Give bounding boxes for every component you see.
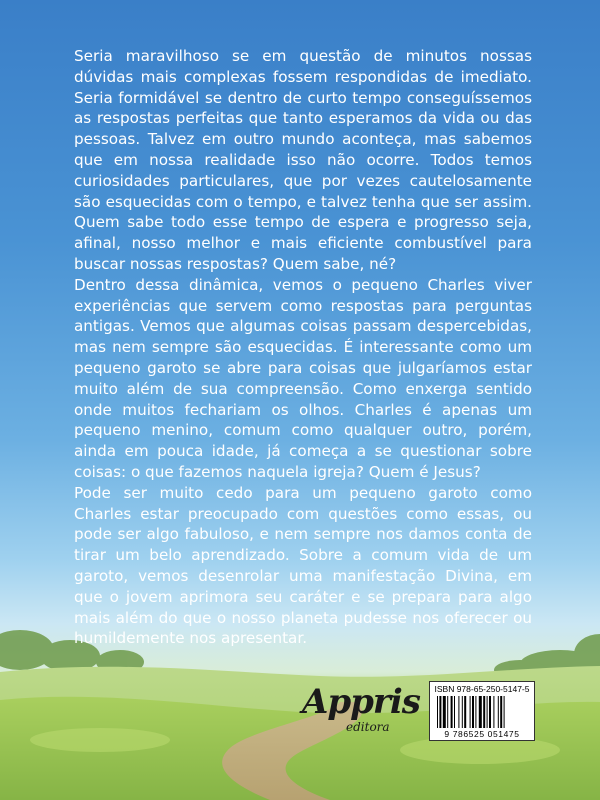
publisher-logo	[302, 682, 420, 740]
barcode-bar	[454, 696, 455, 728]
barcode-bar	[483, 696, 485, 728]
barcode-bar	[493, 696, 494, 728]
barcode-bar	[475, 696, 476, 728]
synopsis-paragraph: Seria maravilhoso se em questão de minutos nossas dúvidas mais complexas fossem respondidas de imediato. Seria formidável se dentro de curto tempo conseguíssemos as respostas perfeitas que tanto esperamos da vida ou das pessoas. Talvez em outro mundo aconteça, mas sabemos que em nossa realidade isso não ocorre. Todos temos curiosidades particulares, que por vezes cautelosamente são esquecidas com o tempo, e talvez tenha que ser assim. Quem sabe todo esse tempo de espera e progresso seja, afinal, nosso melhor e mais eficiente combustível para buscar nossas respostas? Quem sabe, né?	[74, 47, 532, 273]
barcode-bar	[464, 696, 466, 728]
barcode-bar	[500, 696, 502, 728]
isbn-label: ISBN 978-65-250-5147-5	[434, 684, 530, 694]
barcode-bar	[437, 696, 438, 728]
barcode-bar	[443, 696, 446, 728]
publisher-tagline: editora	[346, 720, 390, 734]
barcode-digits: 9 786525 051475	[444, 729, 520, 739]
isbn-barcode-box	[429, 681, 535, 741]
publisher-name: Appris	[302, 682, 420, 722]
barcode-bar	[479, 696, 482, 728]
barcode-bar	[489, 696, 491, 728]
barcode-icon	[436, 696, 528, 728]
barcode-bar	[487, 696, 488, 728]
barcode-bar	[458, 696, 459, 728]
synopsis-paragraph: Pode ser muito cedo para um pequeno garoto como Charles estar preocupado com questões como essas, ou pode ser algo fabuloso, e nem sempre nos damos conta de tirar um belo aprendizado. Sobre a comum vida de um garoto, vemos desenrolar uma manifestação Divina, em que o jovem aprimora seu caráter e se prepara para algo mais além do que o nosso planeta pudesse nos oferecer ou humildemente nos apresentar.	[74, 483, 532, 648]
barcode-bar	[504, 696, 505, 728]
barcode-bar	[472, 696, 474, 728]
barcode-bar	[498, 696, 499, 728]
synopsis-text	[74, 46, 532, 649]
barcode-bar	[462, 696, 463, 728]
barcode-bar	[447, 696, 448, 728]
barcode-bar	[470, 696, 471, 728]
barcode-bar	[439, 696, 441, 728]
barcode-bar	[451, 696, 453, 728]
synopsis-paragraph: Dentro dessa dinâmica, vemos o pequeno Charles viver experiências que servem como respostas para perguntas antigas. Vemos que algumas coisas passam despercebidas, mas nem sempre são esquecidas. É interessante como um pequeno garoto se abre para coisas que julgaríamos estar muito além de sua compreensão. Como enxerga sentido onde muitos fechariam os olhos. Charles é apenas um pequeno menino, comum como qualquer outro, porém, ainda em pouca idade, já começa a se questionar sobre coisas: o que fazemos naquela igreja? Quem é Jesus?	[74, 275, 532, 481]
